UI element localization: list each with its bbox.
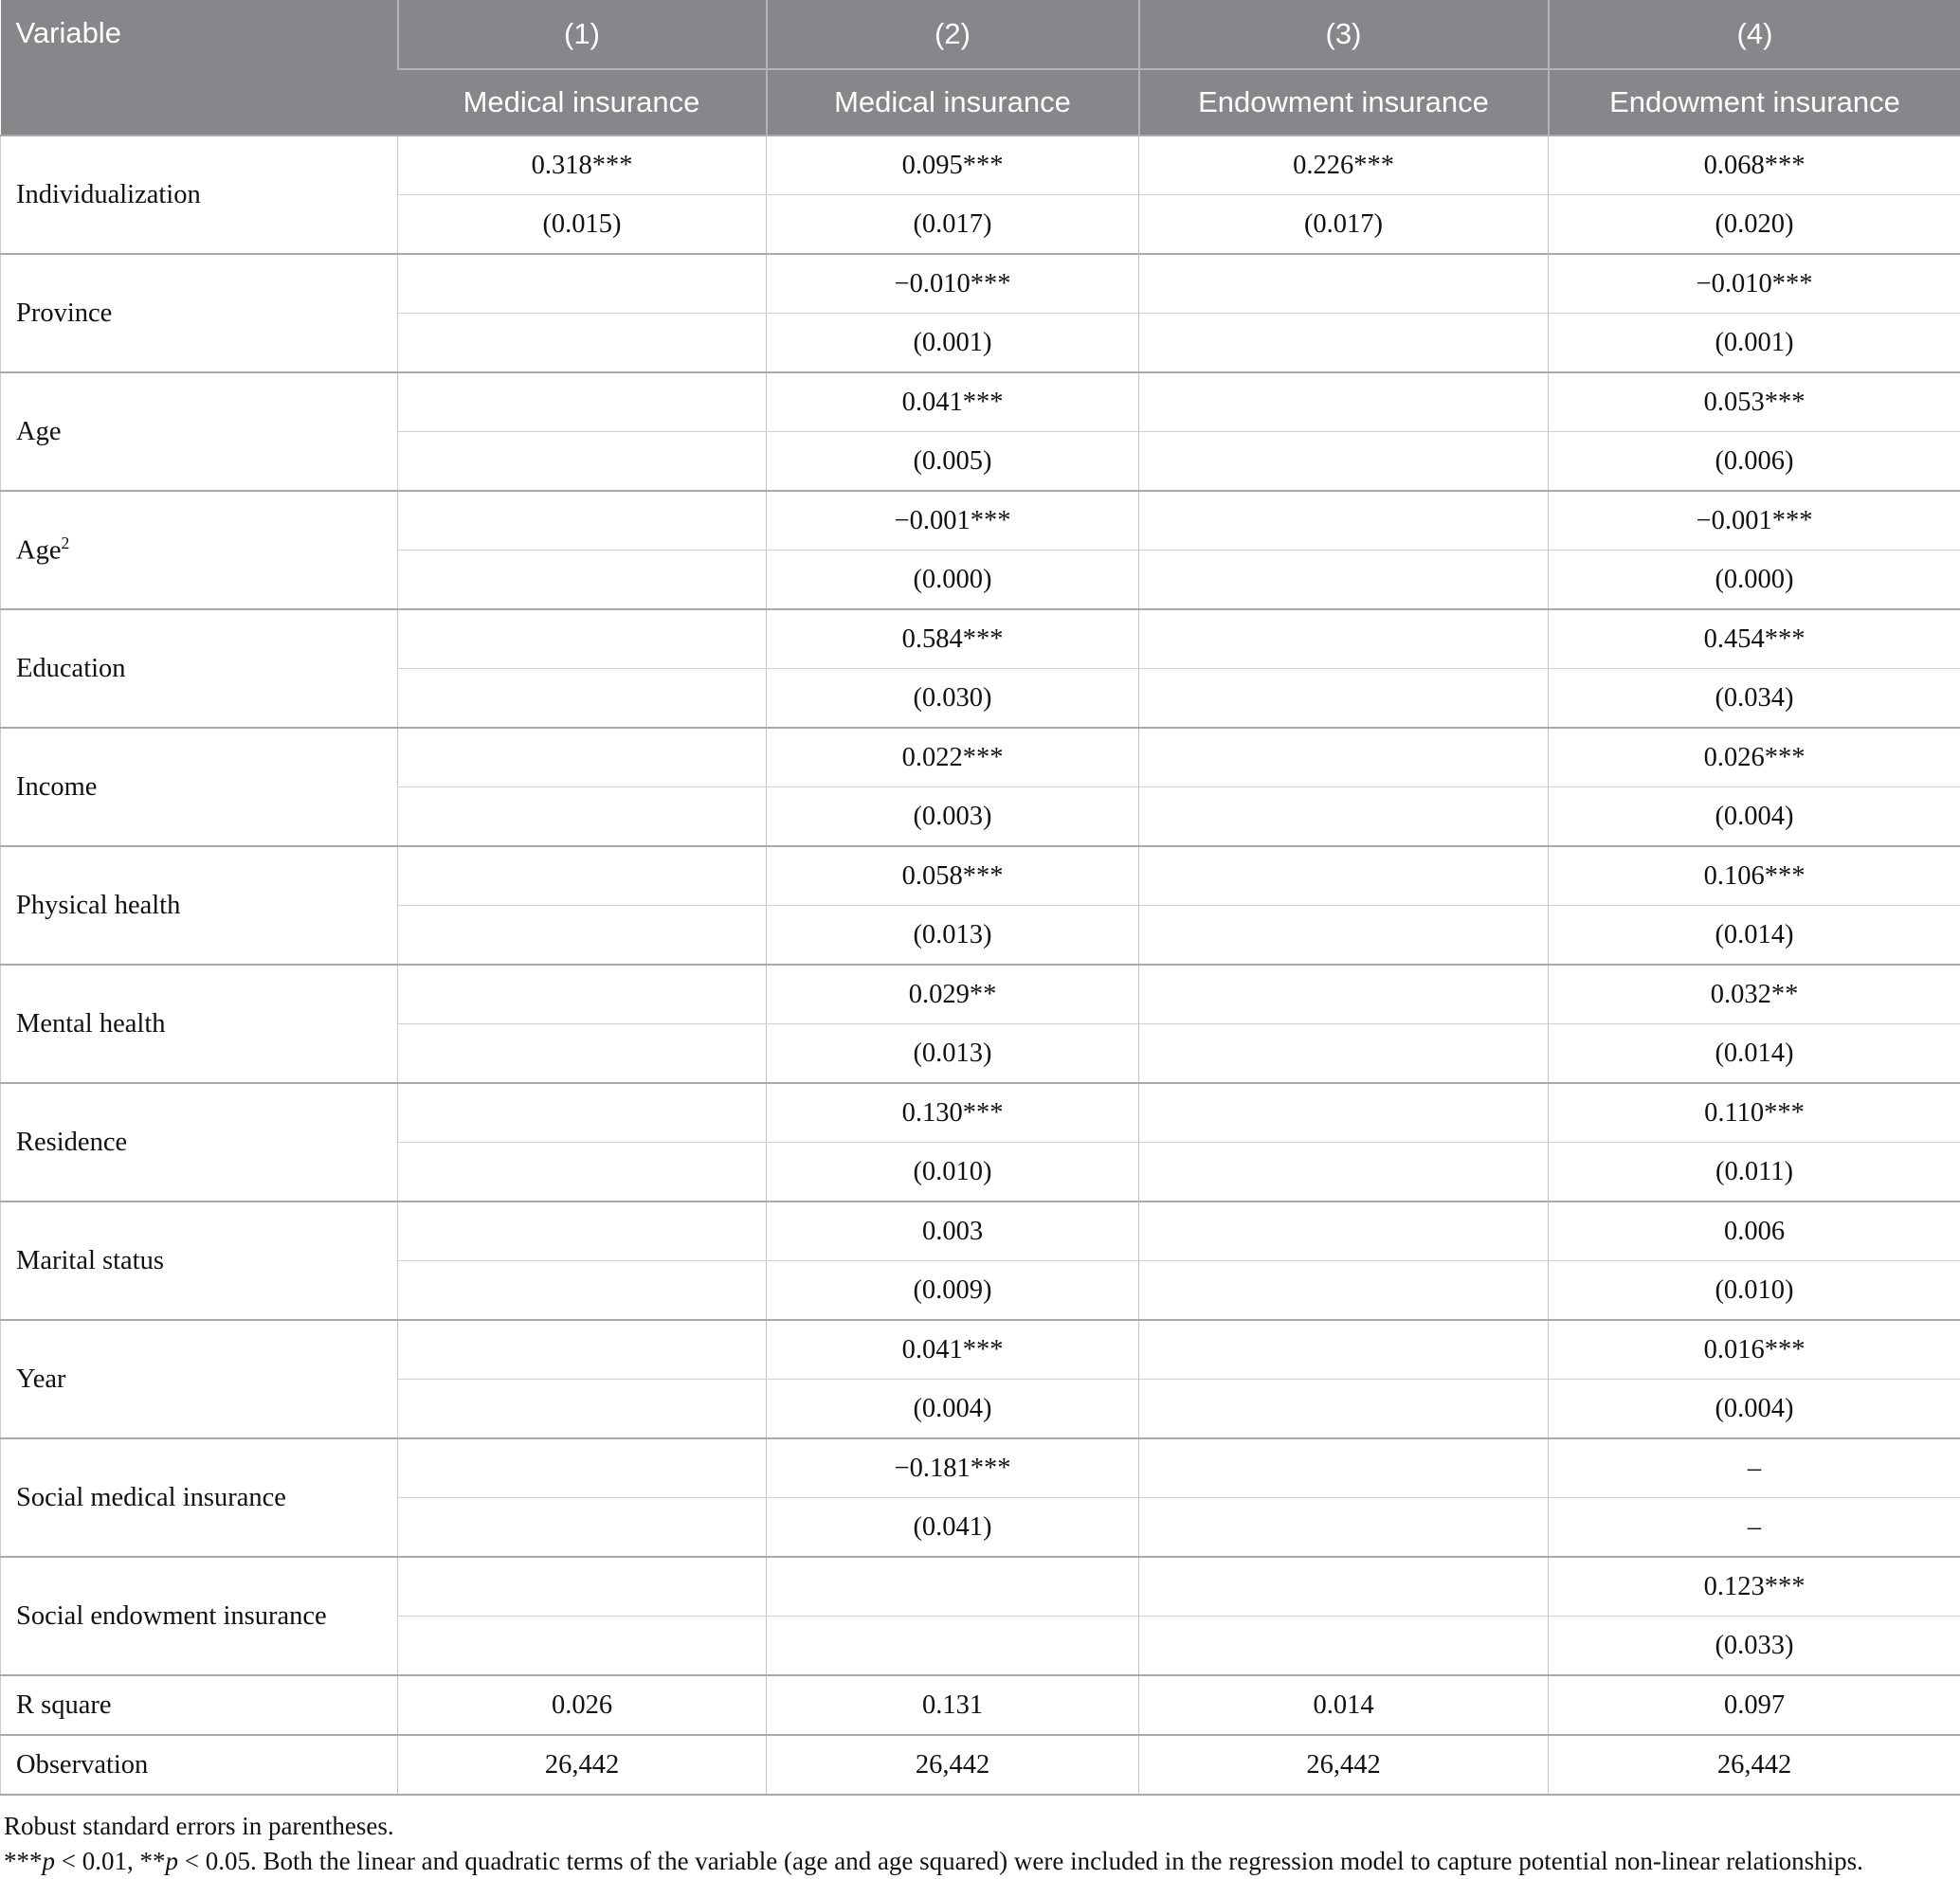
table-row <box>1 1675 1960 1735</box>
se-cell: – <box>1549 1498 1960 1558</box>
se-cell: (0.004) <box>767 1380 1139 1439</box>
coefficient-cell <box>1139 491 1549 551</box>
se-cell <box>1139 1498 1549 1558</box>
summary-label: R square <box>1 1675 398 1735</box>
se-cell: (0.004) <box>1549 1380 1960 1439</box>
coefficient-cell <box>767 1557 1139 1617</box>
summary-value-cell: 26,442 <box>1549 1735 1960 1795</box>
variable-label <box>1 372 398 491</box>
se-cell <box>1139 787 1549 847</box>
se-cell <box>1139 1024 1549 1084</box>
coefficient-cell: 0.123*** <box>1549 1557 1960 1617</box>
se-cell: (0.010) <box>767 1143 1139 1202</box>
se-cell <box>398 1498 767 1558</box>
se-cell: (0.017) <box>1139 195 1549 255</box>
variable-label <box>1 609 398 728</box>
variable-name-text: Income <box>16 772 97 802</box>
se-cell <box>1139 314 1549 373</box>
summary-value-cell: 26,442 <box>767 1735 1139 1795</box>
se-cell: (0.013) <box>767 1024 1139 1084</box>
variable-label <box>1 491 398 609</box>
coefficient-cell <box>1139 254 1549 314</box>
variable-label <box>1 965 398 1083</box>
se-cell <box>1139 1380 1549 1439</box>
coefficient-cell: 0.110*** <box>1549 1083 1960 1143</box>
variable-name-text: Marital status <box>16 1246 164 1275</box>
se-cell: (0.014) <box>1549 906 1960 966</box>
variable-label <box>1 846 398 965</box>
summary-value-cell: 0.097 <box>1549 1675 1960 1735</box>
variable-name-text: Mental health <box>16 1009 166 1039</box>
coefficient-cell: 0.041*** <box>767 372 1139 432</box>
coefficient-cell: −0.181*** <box>767 1438 1139 1498</box>
coefficient-cell <box>1139 846 1549 906</box>
variable-label <box>1 1320 398 1438</box>
coefficient-cell <box>398 1438 767 1498</box>
coefficient-cell <box>1139 372 1549 432</box>
summary-value-cell: 0.014 <box>1139 1675 1549 1735</box>
table-row <box>1 609 1960 669</box>
coefficient-cell <box>398 728 767 787</box>
se-cell <box>398 1143 767 1202</box>
variable-name-text: Physical health <box>16 891 180 920</box>
variable-name-text: Province <box>16 298 112 328</box>
se-cell <box>398 1617 767 1676</box>
table-row <box>1 965 1960 1024</box>
coefficient-cell <box>398 254 767 314</box>
coefficient-cell: 0.032** <box>1549 965 1960 1024</box>
variable-name-text: Age <box>16 536 61 566</box>
table-row <box>1 846 1960 906</box>
coefficient-cell: 0.130*** <box>767 1083 1139 1143</box>
variable-name-text: Year <box>16 1364 66 1394</box>
se-cell: (0.003) <box>767 787 1139 847</box>
table-row <box>1 1438 1960 1498</box>
se-cell: (0.004) <box>1549 787 1960 847</box>
outcome-label-1: Medical insurance <box>398 69 767 136</box>
table-row <box>1 1735 1960 1795</box>
se-cell <box>398 906 767 966</box>
coefficient-cell <box>398 1083 767 1143</box>
se-cell <box>398 1024 767 1084</box>
coefficient-cell <box>398 846 767 906</box>
coefficient-cell <box>398 1557 767 1617</box>
coefficient-cell <box>398 1320 767 1380</box>
table-row <box>1 372 1960 432</box>
se-cell <box>398 314 767 373</box>
coefficient-cell <box>1139 728 1549 787</box>
coefficient-cell: 0.106*** <box>1549 846 1960 906</box>
model-number-3: (3) <box>1139 0 1549 69</box>
summary-value-cell: 26,442 <box>1139 1735 1549 1795</box>
variable-label <box>1 1438 398 1557</box>
se-cell: (0.020) <box>1549 195 1960 255</box>
se-cell: (0.011) <box>1549 1143 1960 1202</box>
se-cell <box>1139 432 1549 492</box>
coefficient-cell: 0.029** <box>767 965 1139 1024</box>
table-row <box>1 1320 1960 1380</box>
table-body <box>1 136 1960 1795</box>
coefficient-cell <box>398 372 767 432</box>
coefficient-cell: – <box>1549 1438 1960 1498</box>
se-cell: (0.006) <box>1549 432 1960 492</box>
coefficient-cell <box>1139 609 1549 669</box>
coefficient-cell: 0.068*** <box>1549 136 1960 195</box>
model-number-4: (4) <box>1549 0 1960 69</box>
se-cell <box>398 551 767 610</box>
se-cell: (0.033) <box>1549 1617 1960 1676</box>
se-cell <box>1139 1261 1549 1321</box>
coefficient-cell <box>398 965 767 1024</box>
se-cell <box>1139 1143 1549 1202</box>
se-cell: (0.030) <box>767 669 1139 729</box>
se-cell <box>767 1617 1139 1676</box>
se-cell: (0.010) <box>1549 1261 1960 1321</box>
variable-label <box>1 1083 398 1201</box>
variable-superscript: 2 <box>61 533 69 552</box>
table-header <box>1 0 1960 136</box>
variable-label <box>1 728 398 846</box>
coefficient-cell: 0.006 <box>1549 1201 1960 1261</box>
coefficient-cell: 0.454*** <box>1549 609 1960 669</box>
coefficient-cell: 0.318*** <box>398 136 767 195</box>
variable-name-text: Social medical insurance <box>16 1483 286 1512</box>
variable-label <box>1 1557 398 1675</box>
se-cell <box>1139 906 1549 966</box>
se-cell: (0.017) <box>767 195 1139 255</box>
summary-value-cell: 0.026 <box>398 1675 767 1735</box>
coefficient-cell <box>1139 1083 1549 1143</box>
variable-name-text: Age <box>16 417 61 446</box>
variable-name-text: Social endowment insurance <box>16 1601 327 1631</box>
coefficient-cell: 0.058*** <box>767 846 1139 906</box>
variable-name-text: Education <box>16 654 126 683</box>
variable-label <box>1 254 398 372</box>
coefficient-cell <box>1139 1438 1549 1498</box>
footnote-significance: ***p < 0.01, **p < 0.05. Both the linear and quadratic terms of the variable (age and age squared) were included in the regression model to capture potential non-linear relationships. <box>4 1844 1954 1879</box>
coefficient-cell <box>398 491 767 551</box>
coefficient-cell: 0.016*** <box>1549 1320 1960 1380</box>
se-cell <box>1139 551 1549 610</box>
model-number-1: (1) <box>398 0 767 69</box>
table-row <box>1 728 1960 787</box>
table-row <box>1 1083 1960 1143</box>
se-cell <box>398 669 767 729</box>
table-row <box>1 136 1960 195</box>
coefficient-cell: −0.010*** <box>767 254 1139 314</box>
variable-label <box>1 136 398 254</box>
coefficient-cell: 0.226*** <box>1139 136 1549 195</box>
coefficient-cell: −0.001*** <box>767 491 1139 551</box>
coefficient-cell: 0.026*** <box>1549 728 1960 787</box>
coefficient-cell <box>398 1201 767 1261</box>
se-cell <box>398 432 767 492</box>
table-row <box>1 491 1960 551</box>
coefficient-cell <box>1139 1201 1549 1261</box>
se-cell <box>398 787 767 847</box>
coefficient-cell <box>1139 1320 1549 1380</box>
table-footnotes <box>0 1796 1960 1879</box>
se-cell: (0.005) <box>767 432 1139 492</box>
coefficient-cell <box>398 609 767 669</box>
coefficient-cell: 0.584*** <box>767 609 1139 669</box>
coefficient-cell: 0.053*** <box>1549 372 1960 432</box>
summary-value-cell: 0.131 <box>767 1675 1139 1735</box>
coefficient-cell: 0.041*** <box>767 1320 1139 1380</box>
coefficient-cell: −0.010*** <box>1549 254 1960 314</box>
summary-value-cell: 26,442 <box>398 1735 767 1795</box>
variable-column-header: Variable <box>1 0 398 136</box>
se-cell: (0.000) <box>1549 551 1960 610</box>
se-cell: (0.001) <box>1549 314 1960 373</box>
variable-name-text: Individualization <box>16 180 201 209</box>
se-cell: (0.034) <box>1549 669 1960 729</box>
se-cell: (0.001) <box>767 314 1139 373</box>
coefficient-cell: 0.095*** <box>767 136 1139 195</box>
variable-name-text: Residence <box>16 1128 127 1157</box>
footnote-robust-se: Robust standard errors in parentheses. <box>4 1809 1954 1844</box>
outcome-label-3: Endowment insurance <box>1139 69 1549 136</box>
table-row <box>1 1201 1960 1261</box>
se-cell: (0.014) <box>1549 1024 1960 1084</box>
se-cell: (0.041) <box>767 1498 1139 1558</box>
table-row <box>1 1557 1960 1617</box>
se-cell <box>1139 1617 1549 1676</box>
se-cell: (0.000) <box>767 551 1139 610</box>
summary-label: Observation <box>1 1735 398 1795</box>
se-cell: (0.015) <box>398 195 767 255</box>
se-cell: (0.009) <box>767 1261 1139 1321</box>
outcome-label-4: Endowment insurance <box>1549 69 1960 136</box>
header-row-model-numbers <box>1 0 1960 69</box>
table-row <box>1 254 1960 314</box>
coefficient-cell <box>1139 965 1549 1024</box>
se-cell: (0.013) <box>767 906 1139 966</box>
coefficient-cell: 0.022*** <box>767 728 1139 787</box>
coefficient-cell: 0.003 <box>767 1201 1139 1261</box>
outcome-label-2: Medical insurance <box>767 69 1139 136</box>
se-cell <box>398 1380 767 1439</box>
se-cell <box>398 1261 767 1321</box>
coefficient-cell: −0.001*** <box>1549 491 1960 551</box>
coefficient-cell <box>1139 1557 1549 1617</box>
model-number-2: (2) <box>767 0 1139 69</box>
se-cell <box>1139 669 1549 729</box>
variable-label <box>1 1201 398 1320</box>
